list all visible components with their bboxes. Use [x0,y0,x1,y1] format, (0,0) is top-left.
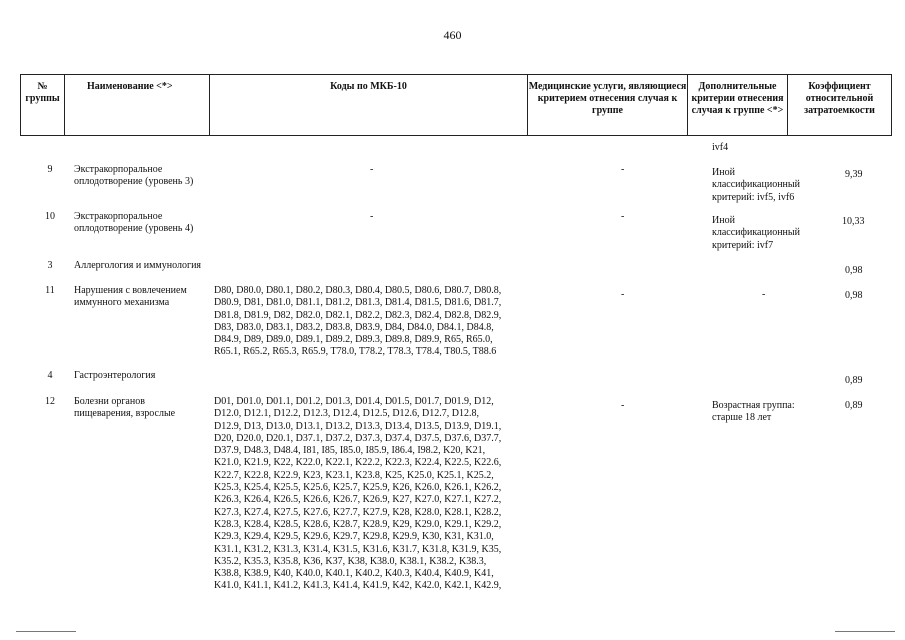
page-number: 460 [443,28,462,42]
row-1-name: Экстракорпоральное оплодотворение (уровень 3) [74,164,194,188]
row-6-criteria: Возрастная группа: старше 18 лет [712,400,795,424]
header-group-number: № группы [20,75,65,135]
header-cost-coefficient: Коэффициент относительной затратоемкости [788,75,892,135]
row-4-criteria: - [762,289,766,300]
row-3-coefficient: 0,98 [845,265,863,276]
row-4-name: Нарушения с вовлечением иммунного механизма [74,285,187,309]
row-6-coefficient: 0,89 [845,400,863,411]
header-icd-codes: Коды по МКБ-10 [210,75,528,135]
table-header [20,74,892,136]
row-6-services: - [621,400,625,411]
page-edge-line-left [16,631,76,632]
row-2-number: 10 [45,211,55,222]
row-5-name: Гастроэнтерология [74,370,156,381]
row-1-coefficient: 9,39 [845,169,863,180]
row-3-number: 3 [47,260,53,271]
row-5-number: 4 [47,370,53,381]
row-1-number: 9 [47,164,53,175]
row-1-services: - [621,164,625,175]
row-1-codes: - [370,164,374,175]
row-3-name: Аллергология и иммунология [74,260,202,271]
row-4-coefficient: 0,98 [845,290,863,301]
header-name: Наименование <*> [65,75,210,135]
row-2-criteria: Иной классификационный критерий: ivf7 [712,215,800,251]
row-4-services: - [621,289,625,300]
row-2-coefficient: 10,33 [842,216,865,227]
row-0-criteria: ivf4 [712,142,729,153]
row-1-criteria: Иной классификационный критерий: ivf5, ivf6 [712,167,800,203]
row-6-codes: D01, D01.0, D01.1, D01.2, D01.3, D01.4, D01.5, D01.7, D01.9, D12, D12.0, D12.1, D12.2, D12.3, D12.4, D12.5, D12.6, D12.7, D12.8, D12.9, D13, D13.0, D13.1, D13.2, D13.3, D13.4, D13.5, D13.9, D19.1, D20, D20.0, D20.1, D37.1, D37.2, D37.3, D37.4, D37.5, D37.6, D37.7, D37.9, D48.3, D48.4, I81, I85, I85.0, I85.9, I86.4, I98.2, K20, K21, K21.0, K21.9, K22, K22.0, K22.1, K22.2, K22.3, K22.4, K22.5, K22.6, K22.7, K22.8, K22.9, K23, K23.1, K23.8, K25, K25.0, K25.1, K25.2, K25.3, K25.4, K25.5, K25.6, K25.7, K25.9, K26, K26.0, K26.1, K26.2, K26.3, K26.4, K26.5, K26.6, K26.7, K26.9, K27, K27.0, K27.1, K27.2, K27.3, K27.4, K27.5, K27.6, K27.7, K27.9, K28, K28.0, K28.1, K28.2, K28.3, K28.4, K28.5, K28.6, K28.7, K28.9, K29, K29.0, K29.1, K29.2, K29.3, K29.4, K29.5, K29.6, K29.7, K29.8, K29.9, K30, K31, K31.0, K31.1, K31.2, K31.3, K31.4, K31.5, K31.6, K31.7, K31.8, K31.9, K35, K35.2, K35.3, K35.8, K36, K37, K38, K38.0, K38.1, K38.2, K38.3, K38.8, K38.9, K40, K40.0, K40.1, K40.2, K40.3, K40.4, K40.9, K41, K41.0, K41.1, K41.2, K41.3, K41.4, K41.9, K42, K42.0, K42.1, K42.9, [214,396,502,592]
header-additional-criteria: Дополнительные критерии отнесения случая к группе <*> [688,75,788,135]
row-2-name: Экстракорпоральное оплодотворение (уровень 4) [74,211,194,235]
row-4-codes: D80, D80.0, D80.1, D80.2, D80.3, D80.4, D80.5, D80.6, D80.7, D80.8, D80.9, D81, D81.0, D81.1, D81.2, D81.3, D81.4, D81.5, D81.6, D81.7, D81.8, D81.9, D82, D82.0, D82.1, D82.2, D82.3, D82.4, D82.8, D82.9, D83, D83.0, D83.1, D83.2, D83.8, D83.9, D84, D84.0, D84.1, D84.8, D84.9, D89, D89.0, D89.1, D89.2, D89.3, D89.8, D89.9, R65, R65.0, R65.1, R65.2, R65.3, R65.9, T78.0, T78.2, T78.3, T78.4, T80.5, T88.6 [214,285,502,358]
row-2-services: - [621,211,625,222]
header-medical-services: Медицинские услуги, являющиеся критерием отнесения случая к группе [528,75,688,135]
page-edge-line-right [835,631,895,632]
row-5-coefficient: 0,89 [845,375,863,386]
row-4-number: 11 [45,285,55,296]
row-6-number: 12 [45,396,55,407]
row-2-codes: - [370,211,374,222]
row-6-name: Болезни органов пищеварения, взрослые [74,396,176,420]
